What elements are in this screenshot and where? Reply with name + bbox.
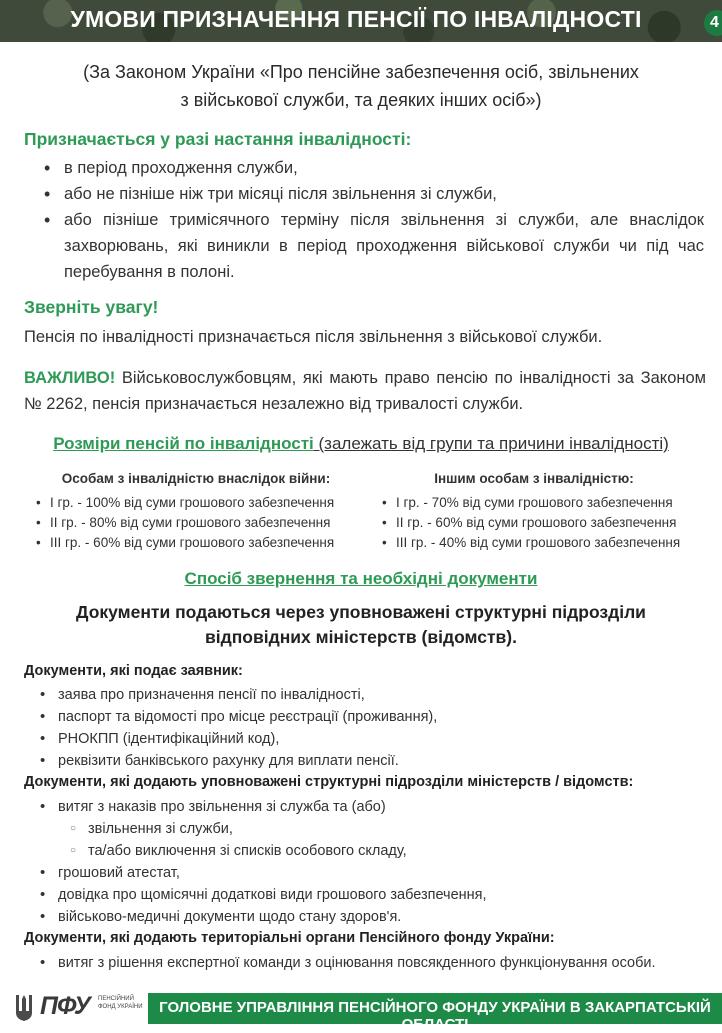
- applicant-doc-item: • паспорт та відомості про місце реєстрації (проживання),: [58, 706, 437, 728]
- page-title: УМОВИ ПРИЗНАЧЕННЯ ПЕНСІЇ ПО ІНВАЛІДНОСТІ: [70, 6, 642, 32]
- condition-item: • в період проходження служби,: [64, 155, 704, 181]
- other-rate-item: • ІІІ гр. - 40% від суми грошового забезпечення: [396, 533, 680, 553]
- important-note: [24, 365, 706, 417]
- procedure-section-heading: [0, 569, 722, 589]
- war-disabled-heading: Особам з інвалідністю внаслідок війни:: [61, 471, 331, 486]
- page-number-badge: 4: [704, 10, 722, 36]
- other-rate-item: • ІІ гр. - 60% від суми грошового забезпечення: [396, 513, 676, 533]
- procedure-main-text: [30, 600, 692, 650]
- war-rate-item: • ІІІ гр. - 60% від суми грошового забезпечення: [50, 533, 334, 553]
- ministry-doc-subitem: ○ звільнення зі служби,: [88, 818, 233, 840]
- ministry-doc-item: • грошовий атестат,: [58, 862, 180, 884]
- important-text: Військовослужбовцям, які мають право пенсію по інвалідності за Законом № 2262, пенсія призначається незалежно від тривалості служби.: [24, 369, 706, 413]
- footer-bar: [148, 993, 722, 1033]
- procedure-main-line2: відповідних міністерств (відомств).: [204, 627, 517, 647]
- ministry-doc-item: • довідка про щомісячні додаткові види грошового забезпечення,: [58, 884, 487, 906]
- header-banner: [0, 0, 722, 42]
- amounts-note: (залежать від групи та причини інвалідності): [313, 434, 669, 453]
- condition-item: • або не пізніше ніж три місяці після звільнення зі служби,: [64, 181, 704, 207]
- pension-fund-docs-heading: Документи, які додають територіальні органи Пенсійного фонду України:: [24, 930, 555, 946]
- pfu-logo-subtext: ПЕНСІЙНИЙ ФОНД УКРАЇНИ: [98, 996, 143, 1010]
- applicant-doc-item: • РНОКПП (ідентифікаційний код),: [58, 728, 279, 750]
- ministry-docs-heading: Документи, які додають уповноважені структурні підрозділи міністерств / відомств:: [24, 774, 634, 790]
- amounts-section-heading: [0, 434, 722, 454]
- procedure-heading: Спосіб звернення та необхідні документи: [184, 569, 538, 588]
- ministry-doc-item: • військово-медичні документи щодо стану здоров'я.: [58, 906, 401, 928]
- attention-heading: Зверніть увагу!: [24, 297, 159, 317]
- attention-text: Пенсія по інвалідності призначається після звільнення з військової служби.: [24, 328, 603, 346]
- law-subtitle: [40, 58, 682, 114]
- conditions-heading: Призначається у разі настання інвалідності:: [24, 129, 412, 149]
- ministry-doc-subitem: ○ та/або виключення зі списків особового складу,: [88, 840, 407, 862]
- war-rate-item: • І гр. - 100% від суми грошового забезпечення: [50, 493, 334, 513]
- war-rate-item: • ІІ гр. - 80% від суми грошового забезпечення: [50, 513, 330, 533]
- pfu-logo: [12, 992, 142, 1024]
- footer-text: ГОЛОВНЕ УПРАВЛІННЯ ПЕНСІЙНОГО ФОНДУ УКРАЇНИ В ЗАКАРПАТСЬКІЙ ОБЛАСТІ: [159, 999, 711, 1033]
- law-subtitle-line1: (За Законом України «Про пенсійне забезпечення осіб, звільнених: [83, 62, 639, 82]
- condition-item: • або пізніше тримісячного терміну після звільнення зі служби, але внаслідок захворювань, які виникли в період проходження військової служби чи під час перебування в полоні.: [64, 207, 704, 285]
- applicant-doc-item: • заява про призначення пенсії по інвалідності,: [58, 684, 365, 706]
- procedure-main-line1: Документи подаються через уповноважені структурні підрозділи: [76, 602, 646, 622]
- other-rate-item: • І гр. - 70% від суми грошового забезпечення: [396, 493, 673, 513]
- pfu-logo-text: ПФУ: [40, 992, 90, 1020]
- amounts-heading: Розміри пенсій по інвалідності: [53, 434, 314, 453]
- pension-fund-doc-item: • витяг з рішення експертної команди з оцінювання повсякденного функціонування особи.: [58, 952, 656, 974]
- applicant-doc-item: • реквізити банківського рахунку для виплати пенсії.: [58, 750, 399, 772]
- law-subtitle-line2: з військової служби, та деяких інших осіб»): [180, 90, 542, 110]
- ministry-doc-item: • витяг з наказів про звільнення зі служба та (або): [58, 796, 386, 818]
- other-disabled-heading: Іншим особам з інвалідністю:: [434, 471, 634, 486]
- applicant-docs-heading: Документи, які подає заявник:: [24, 663, 243, 679]
- trident-icon: [14, 993, 34, 1023]
- important-label: ВАЖЛИВО!: [24, 369, 116, 387]
